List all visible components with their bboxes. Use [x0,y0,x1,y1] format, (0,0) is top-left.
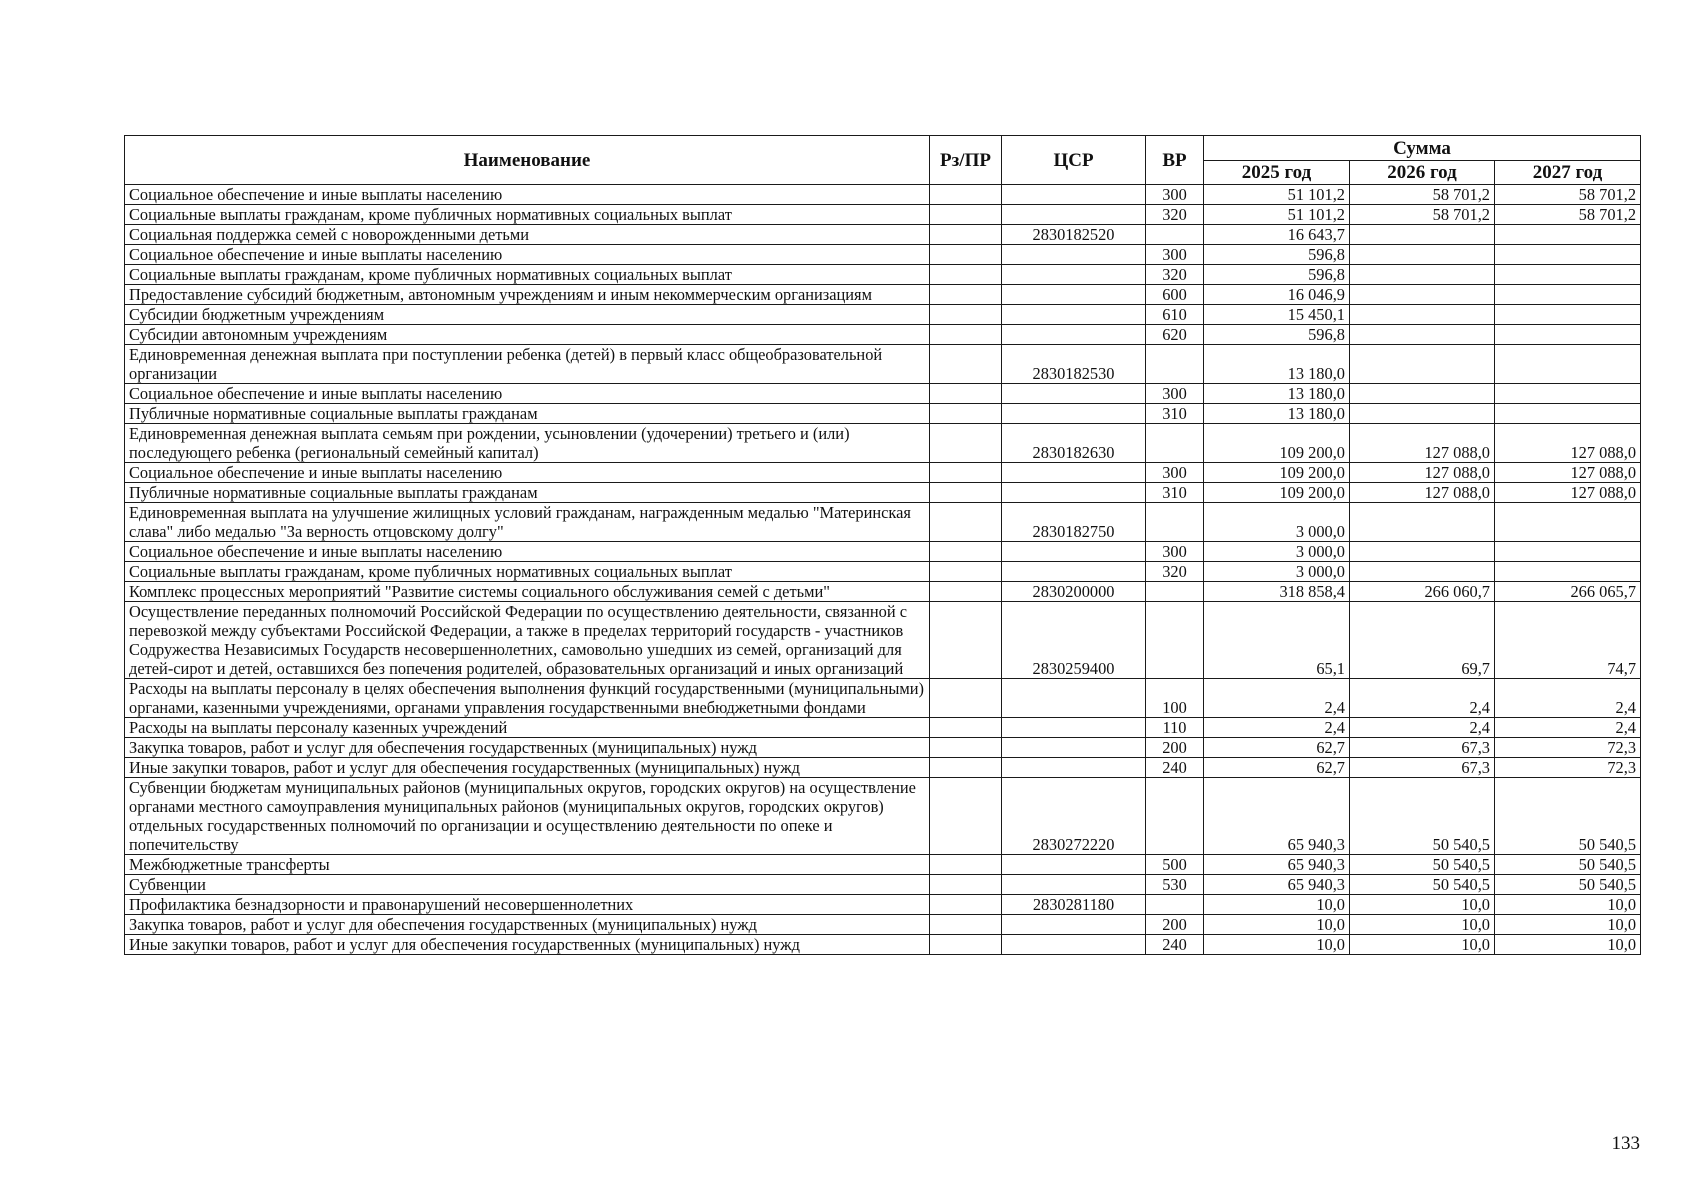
cell-2026: 2,4 [1350,679,1495,718]
cell-2025: 2,4 [1204,718,1350,738]
cell-2027 [1495,225,1641,245]
cell-2026 [1350,503,1495,542]
cell-csr [1002,875,1146,895]
cell-rz [930,285,1002,305]
table-row [125,679,1641,718]
cell-vr [1146,602,1204,679]
cell-2027 [1495,305,1641,325]
cell-2025: 65 940,3 [1204,778,1350,855]
cell-rz [930,424,1002,463]
table-row [125,778,1641,855]
cell-rz [930,738,1002,758]
cell-rz [930,483,1002,503]
cell-2027: 10,0 [1495,935,1641,955]
cell-rz [930,679,1002,718]
cell-vr: 240 [1146,935,1204,955]
cell-rz [930,855,1002,875]
cell-rz [930,582,1002,602]
cell-2025: 596,8 [1204,325,1350,345]
table-row [125,225,1641,245]
cell-rz [930,265,1002,285]
cell-2025: 3 000,0 [1204,562,1350,582]
cell-vr: 310 [1146,404,1204,424]
cell-rz [930,503,1002,542]
cell-rz [930,404,1002,424]
cell-name: Иные закупки товаров, работ и услуг для обеспечения государственных (муниципальных) нужд [125,758,930,778]
cell-vr: 300 [1146,542,1204,562]
cell-2026: 58 701,2 [1350,205,1495,225]
cell-csr [1002,738,1146,758]
cell-csr [1002,718,1146,738]
cell-rz [930,915,1002,935]
table-row [125,718,1641,738]
table-row [125,855,1641,875]
cell-vr: 320 [1146,205,1204,225]
cell-2025: 65 940,3 [1204,875,1350,895]
cell-name: Субсидии бюджетным учреждениям [125,305,930,325]
cell-2026: 2,4 [1350,718,1495,738]
cell-rz [930,325,1002,345]
cell-2026 [1350,305,1495,325]
cell-vr [1146,503,1204,542]
cell-name: Закупка товаров, работ и услуг для обеспечения государственных (муниципальных) нужд [125,915,930,935]
cell-2025: 51 101,2 [1204,185,1350,205]
table-row [125,245,1641,265]
table-row [125,325,1641,345]
col-header-2027: 2027 год [1495,161,1641,185]
cell-rz [930,875,1002,895]
cell-2026: 127 088,0 [1350,463,1495,483]
cell-2027 [1495,562,1641,582]
page-number: 133 [1611,1133,1640,1154]
cell-name: Профилактика безнадзорности и правонарушений несовершеннолетних [125,895,930,915]
cell-csr: 2830182530 [1002,345,1146,384]
table-header [125,136,1641,185]
cell-2027: 10,0 [1495,915,1641,935]
cell-rz [930,205,1002,225]
cell-2027: 72,3 [1495,738,1641,758]
cell-name: Субвенции бюджетам муниципальных районов (муниципальных округов, городских округов) на осуществление органами местного самоуправления муниципальных районов (муниципальных округов, городских округов) отдельных государственных полномочий по организации и осуществлению деятельности по опеке и попечительству [125,778,930,855]
cell-name: Расходы на выплаты персоналу в целях обеспечения выполнения функций государственными (муниципальными) органами, казенными учреждениями, органами управления государственными внебюджетными фондами [125,679,930,718]
cell-2025: 3 000,0 [1204,542,1350,562]
cell-2027: 50 540,5 [1495,778,1641,855]
table-row [125,285,1641,305]
cell-2027: 74,7 [1495,602,1641,679]
cell-rz [930,935,1002,955]
cell-2027: 2,4 [1495,679,1641,718]
cell-csr [1002,915,1146,935]
cell-2027 [1495,503,1641,542]
cell-rz [930,758,1002,778]
col-header-csr: ЦСР [1002,136,1146,185]
cell-2026 [1350,542,1495,562]
table-row [125,935,1641,955]
cell-name: Единовременная денежная выплата при поступлении ребенка (детей) в первый класс общеобразовательной организации [125,345,930,384]
cell-name: Социальные выплаты гражданам, кроме публичных нормативных социальных выплат [125,562,930,582]
cell-vr [1146,424,1204,463]
cell-2025: 109 200,0 [1204,483,1350,503]
table-row [125,602,1641,679]
cell-2026: 50 540,5 [1350,778,1495,855]
cell-2026: 58 701,2 [1350,185,1495,205]
cell-vr: 240 [1146,758,1204,778]
col-header-rz: Рз/ПР [930,136,1002,185]
cell-2025: 3 000,0 [1204,503,1350,542]
table-row [125,463,1641,483]
cell-name: Социальное обеспечение и иные выплаты населению [125,245,930,265]
cell-rz [930,185,1002,205]
cell-2027 [1495,325,1641,345]
cell-csr [1002,404,1146,424]
table-row [125,384,1641,404]
cell-name: Комплекс процессных мероприятий "Развитие системы социального обслуживания семей с детьми" [125,582,930,602]
cell-2026: 266 060,7 [1350,582,1495,602]
cell-2026: 69,7 [1350,602,1495,679]
cell-rz [930,245,1002,265]
cell-rz [930,384,1002,404]
table-row [125,875,1641,895]
cell-name: Единовременная денежная выплата семьям при рождении, усыновлении (удочерении) третьего и (или) последующего ребенка (региональный семейный капитал) [125,424,930,463]
cell-2025: 10,0 [1204,935,1350,955]
cell-name: Единовременная выплата на улучшение жилищных условий гражданам, награжденным медалью "Материнская слава" либо медалью "За верность отцовскому долгу" [125,503,930,542]
cell-2025: 10,0 [1204,915,1350,935]
cell-csr [1002,265,1146,285]
cell-name: Социальное обеспечение и иные выплаты населению [125,185,930,205]
cell-name: Иные закупки товаров, работ и услуг для обеспечения государственных (муниципальных) нужд [125,935,930,955]
cell-csr [1002,542,1146,562]
cell-vr [1146,895,1204,915]
cell-2026: 10,0 [1350,935,1495,955]
cell-vr: 320 [1146,265,1204,285]
cell-name: Закупка товаров, работ и услуг для обеспечения государственных (муниципальных) нужд [125,738,930,758]
cell-csr [1002,483,1146,503]
cell-2026: 50 540,5 [1350,875,1495,895]
cell-2025: 596,8 [1204,265,1350,285]
cell-2025: 109 200,0 [1204,424,1350,463]
table-row [125,542,1641,562]
cell-2027: 50 540,5 [1495,875,1641,895]
cell-csr: 2830182520 [1002,225,1146,245]
cell-2025: 596,8 [1204,245,1350,265]
cell-csr [1002,205,1146,225]
cell-rz [930,895,1002,915]
cell-vr [1146,225,1204,245]
cell-2026 [1350,404,1495,424]
cell-2025: 51 101,2 [1204,205,1350,225]
col-header-2025: 2025 год [1204,161,1350,185]
table-row [125,915,1641,935]
table-row [125,503,1641,542]
cell-csr [1002,285,1146,305]
cell-2026: 10,0 [1350,895,1495,915]
cell-2027 [1495,245,1641,265]
cell-vr: 300 [1146,384,1204,404]
cell-csr [1002,679,1146,718]
col-header-2026: 2026 год [1350,161,1495,185]
cell-vr [1146,582,1204,602]
table-row [125,404,1641,424]
cell-csr [1002,562,1146,582]
cell-rz [930,542,1002,562]
cell-vr: 500 [1146,855,1204,875]
table-row [125,185,1641,205]
cell-name: Межбюджетные трансферты [125,855,930,875]
cell-name: Социальная поддержка семей с новорожденными детьми [125,225,930,245]
cell-2026: 127 088,0 [1350,424,1495,463]
cell-2026 [1350,265,1495,285]
table-row [125,582,1641,602]
cell-2025: 65 940,3 [1204,855,1350,875]
cell-csr [1002,305,1146,325]
cell-2026 [1350,345,1495,384]
cell-2027 [1495,542,1641,562]
cell-2026 [1350,225,1495,245]
cell-2027: 266 065,7 [1495,582,1641,602]
cell-rz [930,463,1002,483]
cell-vr: 200 [1146,915,1204,935]
cell-vr: 530 [1146,875,1204,895]
cell-csr [1002,855,1146,875]
cell-2027: 58 701,2 [1495,185,1641,205]
cell-2027 [1495,265,1641,285]
cell-csr: 2830200000 [1002,582,1146,602]
cell-csr [1002,935,1146,955]
cell-2025: 2,4 [1204,679,1350,718]
cell-name: Публичные нормативные социальные выплаты гражданам [125,483,930,503]
cell-2025: 15 450,1 [1204,305,1350,325]
cell-csr [1002,463,1146,483]
cell-2027: 127 088,0 [1495,483,1641,503]
cell-csr: 2830281180 [1002,895,1146,915]
cell-csr [1002,325,1146,345]
cell-name: Социальное обеспечение и иные выплаты населению [125,384,930,404]
cell-csr: 2830182750 [1002,503,1146,542]
cell-name: Предоставление субсидий бюджетным, автономным учреждениям и иным некоммерческим организациям [125,285,930,305]
cell-2025: 13 180,0 [1204,404,1350,424]
cell-csr: 2830272220 [1002,778,1146,855]
cell-csr [1002,245,1146,265]
cell-vr: 110 [1146,718,1204,738]
cell-2026 [1350,245,1495,265]
table-row [125,424,1641,463]
cell-name: Субвенции [125,875,930,895]
cell-2027 [1495,384,1641,404]
cell-rz [930,345,1002,384]
cell-vr: 200 [1146,738,1204,758]
table-row [125,265,1641,285]
cell-name: Социальные выплаты гражданам, кроме публичных нормативных социальных выплат [125,205,930,225]
cell-vr: 300 [1146,463,1204,483]
table-row [125,483,1641,503]
cell-2027: 127 088,0 [1495,463,1641,483]
cell-2025: 16 046,9 [1204,285,1350,305]
cell-2027: 72,3 [1495,758,1641,778]
cell-vr: 610 [1146,305,1204,325]
cell-name: Расходы на выплаты персоналу казенных учреждений [125,718,930,738]
col-header-vr: ВР [1146,136,1204,185]
cell-2026 [1350,384,1495,404]
col-header-sum: Сумма [1204,136,1641,161]
cell-csr [1002,758,1146,778]
cell-2027: 10,0 [1495,895,1641,915]
cell-2027 [1495,285,1641,305]
cell-2025: 62,7 [1204,738,1350,758]
cell-rz [930,225,1002,245]
cell-2025: 13 180,0 [1204,384,1350,404]
cell-name: Социальные выплаты гражданам, кроме публичных нормативных социальных выплат [125,265,930,285]
cell-csr: 2830182630 [1002,424,1146,463]
table-row [125,345,1641,384]
cell-vr [1146,778,1204,855]
cell-csr [1002,384,1146,404]
table-body [125,185,1641,955]
cell-rz [930,718,1002,738]
table-row [125,305,1641,325]
table-row [125,738,1641,758]
cell-2025: 13 180,0 [1204,345,1350,384]
cell-2026 [1350,285,1495,305]
cell-vr: 100 [1146,679,1204,718]
cell-2026 [1350,562,1495,582]
cell-vr: 620 [1146,325,1204,345]
cell-name: Социальное обеспечение и иные выплаты населению [125,542,930,562]
cell-2026: 10,0 [1350,915,1495,935]
cell-vr: 310 [1146,483,1204,503]
cell-2025: 65,1 [1204,602,1350,679]
cell-vr: 320 [1146,562,1204,582]
cell-2025: 62,7 [1204,758,1350,778]
cell-vr: 300 [1146,185,1204,205]
cell-2027: 127 088,0 [1495,424,1641,463]
cell-2027 [1495,404,1641,424]
cell-rz [930,305,1002,325]
cell-csr: 2830259400 [1002,602,1146,679]
cell-vr: 300 [1146,245,1204,265]
cell-vr: 600 [1146,285,1204,305]
cell-csr [1002,185,1146,205]
cell-2026: 50 540,5 [1350,855,1495,875]
cell-2027: 2,4 [1495,718,1641,738]
table-row [125,895,1641,915]
budget-table [124,135,1641,955]
table-row [125,758,1641,778]
cell-2026 [1350,325,1495,345]
cell-name: Социальное обеспечение и иные выплаты населению [125,463,930,483]
col-header-name: Наименование [125,136,930,185]
cell-vr [1146,345,1204,384]
cell-name: Публичные нормативные социальные выплаты гражданам [125,404,930,424]
cell-2027: 58 701,2 [1495,205,1641,225]
table-row [125,205,1641,225]
cell-2025: 16 643,7 [1204,225,1350,245]
cell-2025: 318 858,4 [1204,582,1350,602]
cell-2026: 67,3 [1350,758,1495,778]
cell-2026: 127 088,0 [1350,483,1495,503]
cell-2025: 109 200,0 [1204,463,1350,483]
cell-rz [930,778,1002,855]
cell-name: Осуществление переданных полномочий Российской Федерации по осуществлению деятельности, связанной с перевозкой между субъектами Российской Федерации, а также в пределах территорий государств - участников Содружества Независимых Государств несовершеннолетних, самовольно ушедших из семей, организаций для детей-сирот и детей, оставшихся без попечения родителей, образовательных организаций и иных организаций [125,602,930,679]
cell-rz [930,602,1002,679]
cell-2027: 50 540,5 [1495,855,1641,875]
cell-2025: 10,0 [1204,895,1350,915]
cell-2026: 67,3 [1350,738,1495,758]
cell-rz [930,562,1002,582]
cell-2027 [1495,345,1641,384]
cell-name: Субсидии автономным учреждениям [125,325,930,345]
table-row [125,562,1641,582]
